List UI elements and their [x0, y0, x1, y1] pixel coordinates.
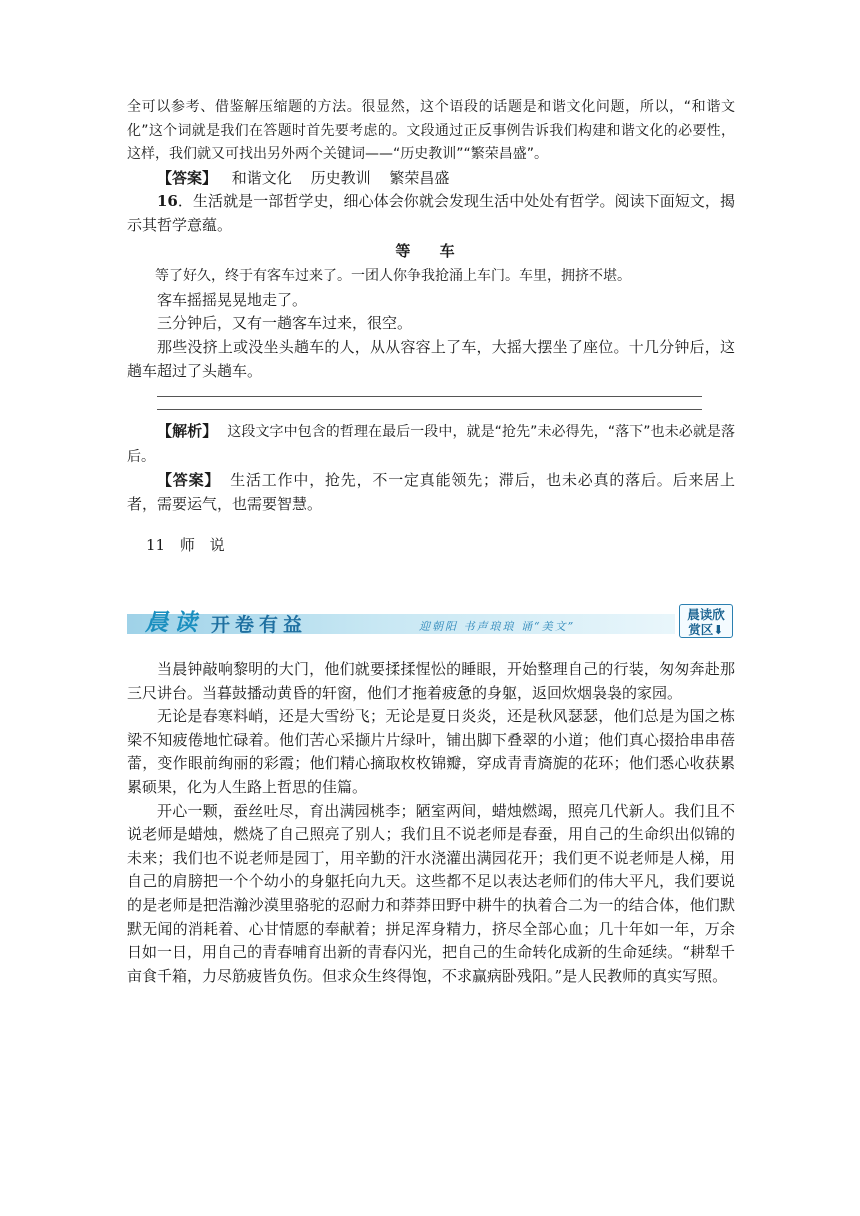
essay-body	[127, 658, 735, 988]
banner-logo: 晨读	[145, 609, 203, 636]
appreciation-zone-badge	[679, 604, 733, 638]
essay-paragraph: 当晨钟敲响黎明的大门，他们就要揉揉惺忪的睡眼，开始整理自己的行装，匆匆奔赴那三尺讲台。当暮鼓播动黄昏的轩窗，他们才拖着疲惫的身躯，返回炊烟袅袅的家园。	[127, 660, 735, 702]
story-paragraph: 客车摇摇晃晃地走了。	[157, 290, 308, 309]
arrow-down-icon: ⬇	[713, 622, 724, 637]
story-paragraph: 那些没挤上或没坐头趟车的人，从从容容上了车，大摇大摆坐了座位。十几分钟后，这趟车超过了头趟车。	[127, 337, 735, 380]
banner-band	[127, 614, 675, 634]
morning-reading-banner	[127, 602, 735, 640]
answer-paragraph-16	[127, 469, 735, 516]
analysis-tag: 【解析】	[157, 422, 218, 441]
answer-tag: 【答案】	[157, 168, 218, 187]
banner-slogan: 迎朝阳 书声琅琅 诵“美文”	[419, 620, 576, 633]
story-paragraph: 三分钟后，又有一趟客车过来，很空。	[157, 314, 413, 333]
badge-label: 赏区	[688, 622, 714, 637]
answer-blank-line	[157, 396, 702, 397]
story-paragraph: 等了好久，终于有客车过来了。一团人你争我抢涌上车门。车里，拥挤不堪。	[155, 268, 631, 285]
analysis-text: 这段文字中包含的哲理在最后一段中，就是“抢先”未必得先，“落下”也未必就是落后。	[127, 424, 735, 465]
question-number: 16	[157, 192, 178, 211]
explanation-paragraph: 全可以参考、借鉴解压缩题的方法。很显然，这个语段的话题是和谐文化问题，所以，“和谐文化”这个词就是我们在答题时首先要考虑的。文段通过正反事例告诉我们构建和谐文化的必要性，这样，我们就又可找出另外两个关键词——“历史教训”“繁荣昌盛”。	[127, 99, 735, 163]
answer-line-15	[127, 167, 735, 191]
question-16	[127, 190, 735, 237]
answer-keyword: 历史教训	[310, 168, 371, 187]
banner-heading: 开卷有益	[211, 614, 308, 636]
answer-text: 生活工作中，抢先，不一定真能领先；滞后，也未必真的落后。后来居上者，需要运气，也需要智慧。	[127, 471, 735, 513]
answer-blank-line	[157, 409, 702, 410]
answer-keyword: 繁荣昌盛	[389, 168, 450, 187]
essay-paragraph: 开心一颗，蚕丝吐尽，育出满园桃李；陋室两间，蜡烛燃竭，照亮几代新人。我们且不说老师是蜡烛，燃烧了自己照亮了别人；我们且不说老师是春蚕，用自己的生命织出似锦的未来；我们也不说老师是园丁，用辛勤的汗水浇灌出满园花开；我们更不说老师是人梯，用自己的肩膀把一个个幼小的身躯托向九天。这些都不足以表达老师们的伟大平凡，我们要说的是老师是把浩瀚沙漠里骆驼的忍耐力和莽莽田野中耕牛的执着合二为一的结合体，他们默默无闻的消耗着、心甘情愿的奉献着；拼足浑身精力，挤尽全部心血；几十年如一年，万余日如一日，用自己的青春哺育出新的青春闪光，把自己的生命转化成新的生命延续。“耕犁千亩食千箱，力尽筋疲皆负伤。但求众生终得饱，不求赢病卧残阳。”是人民教师的真实写照。	[127, 801, 735, 985]
section-title: 11 师 说	[146, 536, 225, 554]
badge-line-2	[680, 622, 732, 637]
analysis-paragraph	[127, 420, 735, 469]
answer-keyword: 和谐文化	[231, 168, 292, 187]
badge-line: 晨读欣	[687, 607, 725, 622]
answer-tag: 【答案】	[157, 471, 221, 490]
upper-content	[127, 96, 735, 517]
story-title: 等 车	[395, 241, 467, 260]
essay-paragraph: 无论是春寒料峭，还是大雪纷飞；无论是夏日炎炎，还是秋风瑟瑟，他们总是为国之栋梁不知疲倦地忙碌着。他们苦心采撷片片绿叶，铺出脚下叠翠的小道；他们真心掇拾串串蓓蕾，变作眼前绚丽的彩霞；他们精心摘取枚枚锦瓣，穿成青青旖旎的花环；他们悉心收获累累硕果，化为人生路上哲思的佳篇。	[127, 707, 735, 796]
question-prompt: ．生活就是一部哲学史，细心体会你就会发现生活中处处有哲学。阅读下面短文，揭示其哲学意蕴。	[127, 192, 735, 234]
